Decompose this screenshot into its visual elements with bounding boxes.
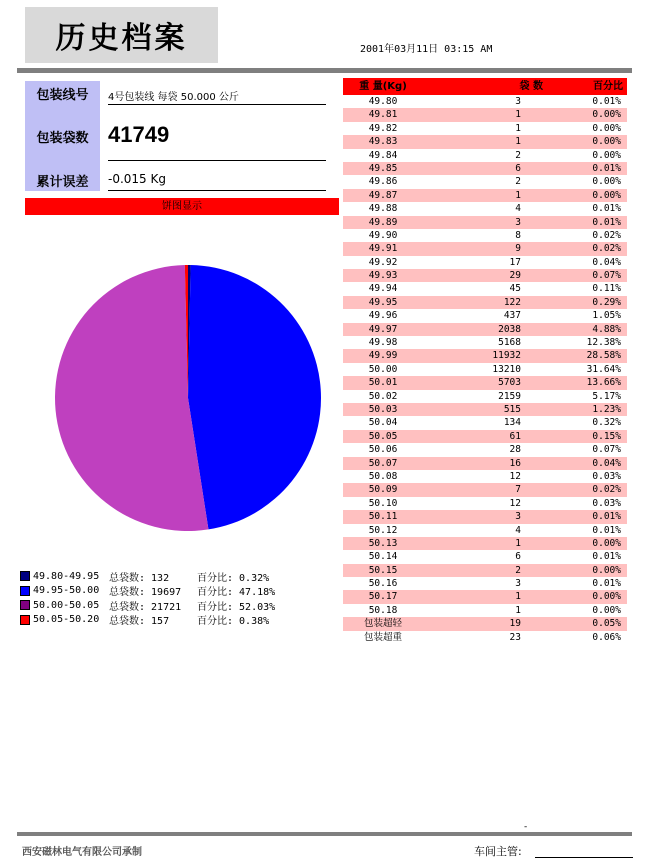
legend-item <box>20 613 275 628</box>
cell-weight: 49.87 <box>368 189 398 201</box>
cell-count: 1 <box>515 122 521 134</box>
cell-weight: 50.13 <box>368 537 398 549</box>
cell-percent: 0.01% <box>592 578 621 590</box>
cell-percent: 0.07% <box>592 444 621 456</box>
report-datetime: 2001年03月11日 03:15 AM <box>360 44 493 55</box>
table-row <box>343 416 627 429</box>
cell-count: 1 <box>515 604 521 616</box>
cell-percent: 0.03% <box>592 497 621 509</box>
cell-weight: 49.89 <box>368 216 398 228</box>
cell-percent: 1.05% <box>592 310 621 322</box>
cell-weight: 50.01 <box>368 377 398 389</box>
cell-weight: 50.06 <box>368 444 398 456</box>
count-value: 41749 <box>108 122 170 147</box>
cell-weight: 50.15 <box>368 564 398 576</box>
cell-weight: 50.04 <box>368 417 398 429</box>
cell-percent: 0.02% <box>592 229 621 241</box>
cell-weight: 49.81 <box>368 109 398 121</box>
cell-weight: 50.14 <box>368 551 398 563</box>
cell-count: 2 <box>515 176 521 188</box>
bottom-divider <box>17 832 632 836</box>
legend-percent: 百分比: 0.32% <box>197 572 270 584</box>
cell-count: 4 <box>515 524 521 536</box>
legend-range: 50.00-50.05 <box>33 599 100 611</box>
legend-swatch <box>20 615 30 625</box>
cell-percent: 5.17% <box>592 390 621 402</box>
cell-percent: 0.01% <box>592 96 621 107</box>
cell-percent: 0.00% <box>592 122 621 134</box>
pie-header: 饼图显示 <box>25 198 339 215</box>
legend-percent: 百分比: 0.38% <box>197 616 270 628</box>
cell-percent: 0.00% <box>592 189 621 201</box>
table-row <box>343 256 627 269</box>
company-name: 西安磁林电气有限公司承制 <box>22 847 142 858</box>
cell-weight: 50.10 <box>368 497 398 509</box>
cell-weight: 50.18 <box>368 604 398 616</box>
error-label: 累计误差 <box>36 175 89 190</box>
cell-percent: 0.02% <box>592 484 621 496</box>
legend-total: 总袋数: 19697 <box>109 587 182 599</box>
cell-count: 3 <box>515 96 521 107</box>
pie-slice <box>55 265 208 531</box>
table-header <box>343 78 627 95</box>
table-row <box>343 537 627 550</box>
table-row <box>343 175 627 188</box>
cell-count: 1 <box>515 109 521 121</box>
table-row <box>343 604 627 617</box>
cell-count: 4 <box>515 203 521 215</box>
cell-weight: 50.03 <box>368 403 398 415</box>
cell-percent: 0.11% <box>592 283 621 295</box>
cell-weight: 49.86 <box>368 176 398 188</box>
cell-weight: 49.97 <box>368 323 398 335</box>
legend-swatch <box>20 600 30 610</box>
cell-count: 515 <box>503 403 521 415</box>
cell-count: 1 <box>515 189 521 201</box>
page-title: 历史档案 <box>55 21 188 56</box>
pie-legend <box>20 569 275 627</box>
line-value: 4号包装线 每袋 50.000 公斤 <box>108 92 239 103</box>
cell-weight: 49.91 <box>368 243 398 255</box>
table-row <box>343 95 627 108</box>
cell-percent: 0.00% <box>592 591 621 603</box>
header-percent: 百分比 <box>593 81 623 92</box>
table-row <box>343 457 627 470</box>
legend-item <box>20 569 275 584</box>
cell-weight: 50.05 <box>368 430 398 442</box>
table-row <box>343 149 627 162</box>
cell-percent: 0.01% <box>592 162 621 174</box>
cell-percent: 0.01% <box>592 511 621 523</box>
cell-percent: 0.01% <box>592 203 621 215</box>
table-row <box>343 443 627 456</box>
table-row <box>343 282 627 295</box>
legend-item <box>20 598 275 613</box>
cell-weight: 49.92 <box>368 256 398 268</box>
cell-percent: 31.64% <box>586 363 621 375</box>
cell-weight: 49.85 <box>368 162 398 174</box>
cell-percent: 0.06% <box>592 631 621 643</box>
table-row <box>343 202 627 215</box>
table-row <box>343 363 627 376</box>
count-label: 包装袋数 <box>36 131 89 146</box>
weight-table <box>343 78 627 644</box>
table-row <box>343 122 627 135</box>
line-underline <box>108 104 326 105</box>
signature-line <box>535 857 633 858</box>
table-row <box>343 229 627 242</box>
table-row <box>343 135 627 148</box>
cell-weight: 50.16 <box>368 578 398 590</box>
cell-count: 5703 <box>498 377 521 389</box>
table-row <box>343 631 627 644</box>
cell-count: 437 <box>503 310 521 322</box>
cell-weight: 50.17 <box>368 591 398 603</box>
cell-percent: 0.04% <box>592 457 621 469</box>
cell-percent: 28.58% <box>586 350 621 362</box>
pie-slice <box>188 265 321 529</box>
cell-percent: 0.00% <box>592 604 621 616</box>
cell-percent: 0.29% <box>592 296 621 308</box>
cell-percent: 0.32% <box>592 417 621 429</box>
cell-percent: 0.00% <box>592 564 621 576</box>
legend-total: 总袋数: 21721 <box>109 601 182 613</box>
table-row <box>343 497 627 510</box>
cell-weight: 49.88 <box>368 203 398 215</box>
legend-range: 49.95-50.00 <box>33 585 100 597</box>
table-row <box>343 349 627 362</box>
table-row <box>343 564 627 577</box>
cell-count: 3 <box>515 511 521 523</box>
cell-percent: 0.01% <box>592 524 621 536</box>
cell-count: 2159 <box>498 390 521 402</box>
cell-weight: 49.94 <box>368 283 398 295</box>
cell-percent: 0.00% <box>592 176 621 188</box>
cell-percent: 4.88% <box>592 323 621 335</box>
cell-weight: 49.98 <box>368 337 398 349</box>
cell-percent: 0.00% <box>592 149 621 161</box>
header-count: 袋 数 <box>519 81 543 92</box>
cell-weight: 49.80 <box>368 96 398 107</box>
cell-weight: 49.84 <box>368 149 398 161</box>
count-underline <box>108 160 326 161</box>
cell-weight: 50.12 <box>368 524 398 536</box>
cell-weight: 49.96 <box>368 310 398 322</box>
cell-count: 3 <box>515 216 521 228</box>
table-row <box>343 470 627 483</box>
cell-percent: 1.23% <box>592 403 621 415</box>
cell-weight: 49.93 <box>368 270 398 282</box>
cell-weight: 包装超轻 <box>363 618 402 630</box>
cell-count: 17 <box>509 256 521 268</box>
cell-weight: 49.99 <box>368 350 398 362</box>
cell-count: 29 <box>509 270 521 282</box>
cell-percent: 0.01% <box>592 551 621 563</box>
cell-count: 28 <box>509 444 521 456</box>
table-row <box>343 430 627 443</box>
cell-weight: 50.00 <box>368 363 398 375</box>
legend-total: 总袋数: 132 <box>109 572 170 584</box>
cell-count: 11932 <box>492 350 521 362</box>
cell-percent: 0.04% <box>592 256 621 268</box>
cell-weight: 50.09 <box>368 484 398 496</box>
table-row <box>343 483 627 496</box>
table-row <box>343 242 627 255</box>
table-row <box>343 524 627 537</box>
table-row <box>343 309 627 322</box>
cell-percent: 0.00% <box>592 136 621 148</box>
cell-weight: 包装超重 <box>363 631 402 643</box>
table-row <box>343 510 627 523</box>
pie-chart <box>50 260 326 536</box>
legend-percent: 百分比: 52.03% <box>197 601 276 613</box>
cell-weight: 50.07 <box>368 457 398 469</box>
cell-count: 134 <box>503 417 521 429</box>
legend-range: 49.80-49.95 <box>33 570 100 582</box>
table-row <box>343 590 627 603</box>
cell-count: 1 <box>515 136 521 148</box>
table-row <box>343 216 627 229</box>
line-label: 包装线号 <box>36 88 89 103</box>
header-weight: 重 量(Kg) <box>359 81 407 92</box>
cell-count: 6 <box>515 162 521 174</box>
table-row <box>343 162 627 175</box>
table-row <box>343 390 627 403</box>
cell-count: 1 <box>515 591 521 603</box>
cell-count: 122 <box>503 296 521 308</box>
info-label-panel <box>25 81 100 191</box>
table-row <box>343 269 627 282</box>
cell-percent: 13.66% <box>586 377 621 389</box>
table-row <box>343 323 627 336</box>
cell-weight: 49.83 <box>368 136 398 148</box>
cell-percent: 0.01% <box>592 216 621 228</box>
title-box <box>25 7 218 63</box>
cell-count: 13210 <box>492 363 521 375</box>
cell-percent: 0.03% <box>592 470 621 482</box>
cell-percent: 0.07% <box>592 270 621 282</box>
legend-item <box>20 584 275 599</box>
cell-count: 61 <box>509 430 521 442</box>
table-row <box>343 296 627 309</box>
cell-percent: 12.38% <box>586 337 621 349</box>
cell-count: 2 <box>515 149 521 161</box>
error-underline <box>108 190 326 191</box>
legend-swatch <box>20 571 30 581</box>
cell-count: 2 <box>515 564 521 576</box>
supervisor-label: 车间主管: <box>474 845 522 858</box>
cell-weight: 50.08 <box>368 470 398 482</box>
cell-count: 6 <box>515 551 521 563</box>
top-divider <box>17 68 632 73</box>
legend-swatch <box>20 586 30 596</box>
table-row <box>343 189 627 202</box>
table-row <box>343 336 627 349</box>
legend-percent: 百分比: 47.18% <box>197 587 276 599</box>
footer-dash: - <box>524 822 528 832</box>
table-row <box>343 403 627 416</box>
cell-count: 3 <box>515 578 521 590</box>
table-row <box>343 550 627 563</box>
cell-weight: 49.95 <box>368 296 398 308</box>
cell-count: 12 <box>509 470 521 482</box>
table-body <box>343 95 627 644</box>
cell-percent: 0.15% <box>592 430 621 442</box>
cell-count: 16 <box>509 457 521 469</box>
cell-count: 8 <box>515 229 521 241</box>
cell-weight: 50.02 <box>368 390 398 402</box>
cell-weight: 49.90 <box>368 229 398 241</box>
cell-count: 45 <box>509 283 521 295</box>
cell-count: 1 <box>515 537 521 549</box>
cell-count: 7 <box>515 484 521 496</box>
cell-count: 5168 <box>498 337 521 349</box>
table-row <box>343 617 627 630</box>
cell-percent: 0.05% <box>592 618 621 630</box>
cell-weight: 50.11 <box>368 511 398 523</box>
cell-percent: 0.00% <box>592 109 621 121</box>
cell-count: 2038 <box>498 323 521 335</box>
table-row <box>343 376 627 389</box>
cell-percent: 0.02% <box>592 243 621 255</box>
cell-percent: 0.00% <box>592 537 621 549</box>
cell-count: 9 <box>515 243 521 255</box>
cell-count: 12 <box>509 497 521 509</box>
table-row <box>343 577 627 590</box>
cell-count: 23 <box>509 631 521 643</box>
table-row <box>343 108 627 121</box>
cell-count: 19 <box>509 618 521 630</box>
error-value: -0.015 Kg <box>108 172 166 186</box>
legend-range: 50.05-50.20 <box>33 614 100 626</box>
legend-total: 总袋数: 157 <box>109 616 170 628</box>
cell-weight: 49.82 <box>368 122 398 134</box>
